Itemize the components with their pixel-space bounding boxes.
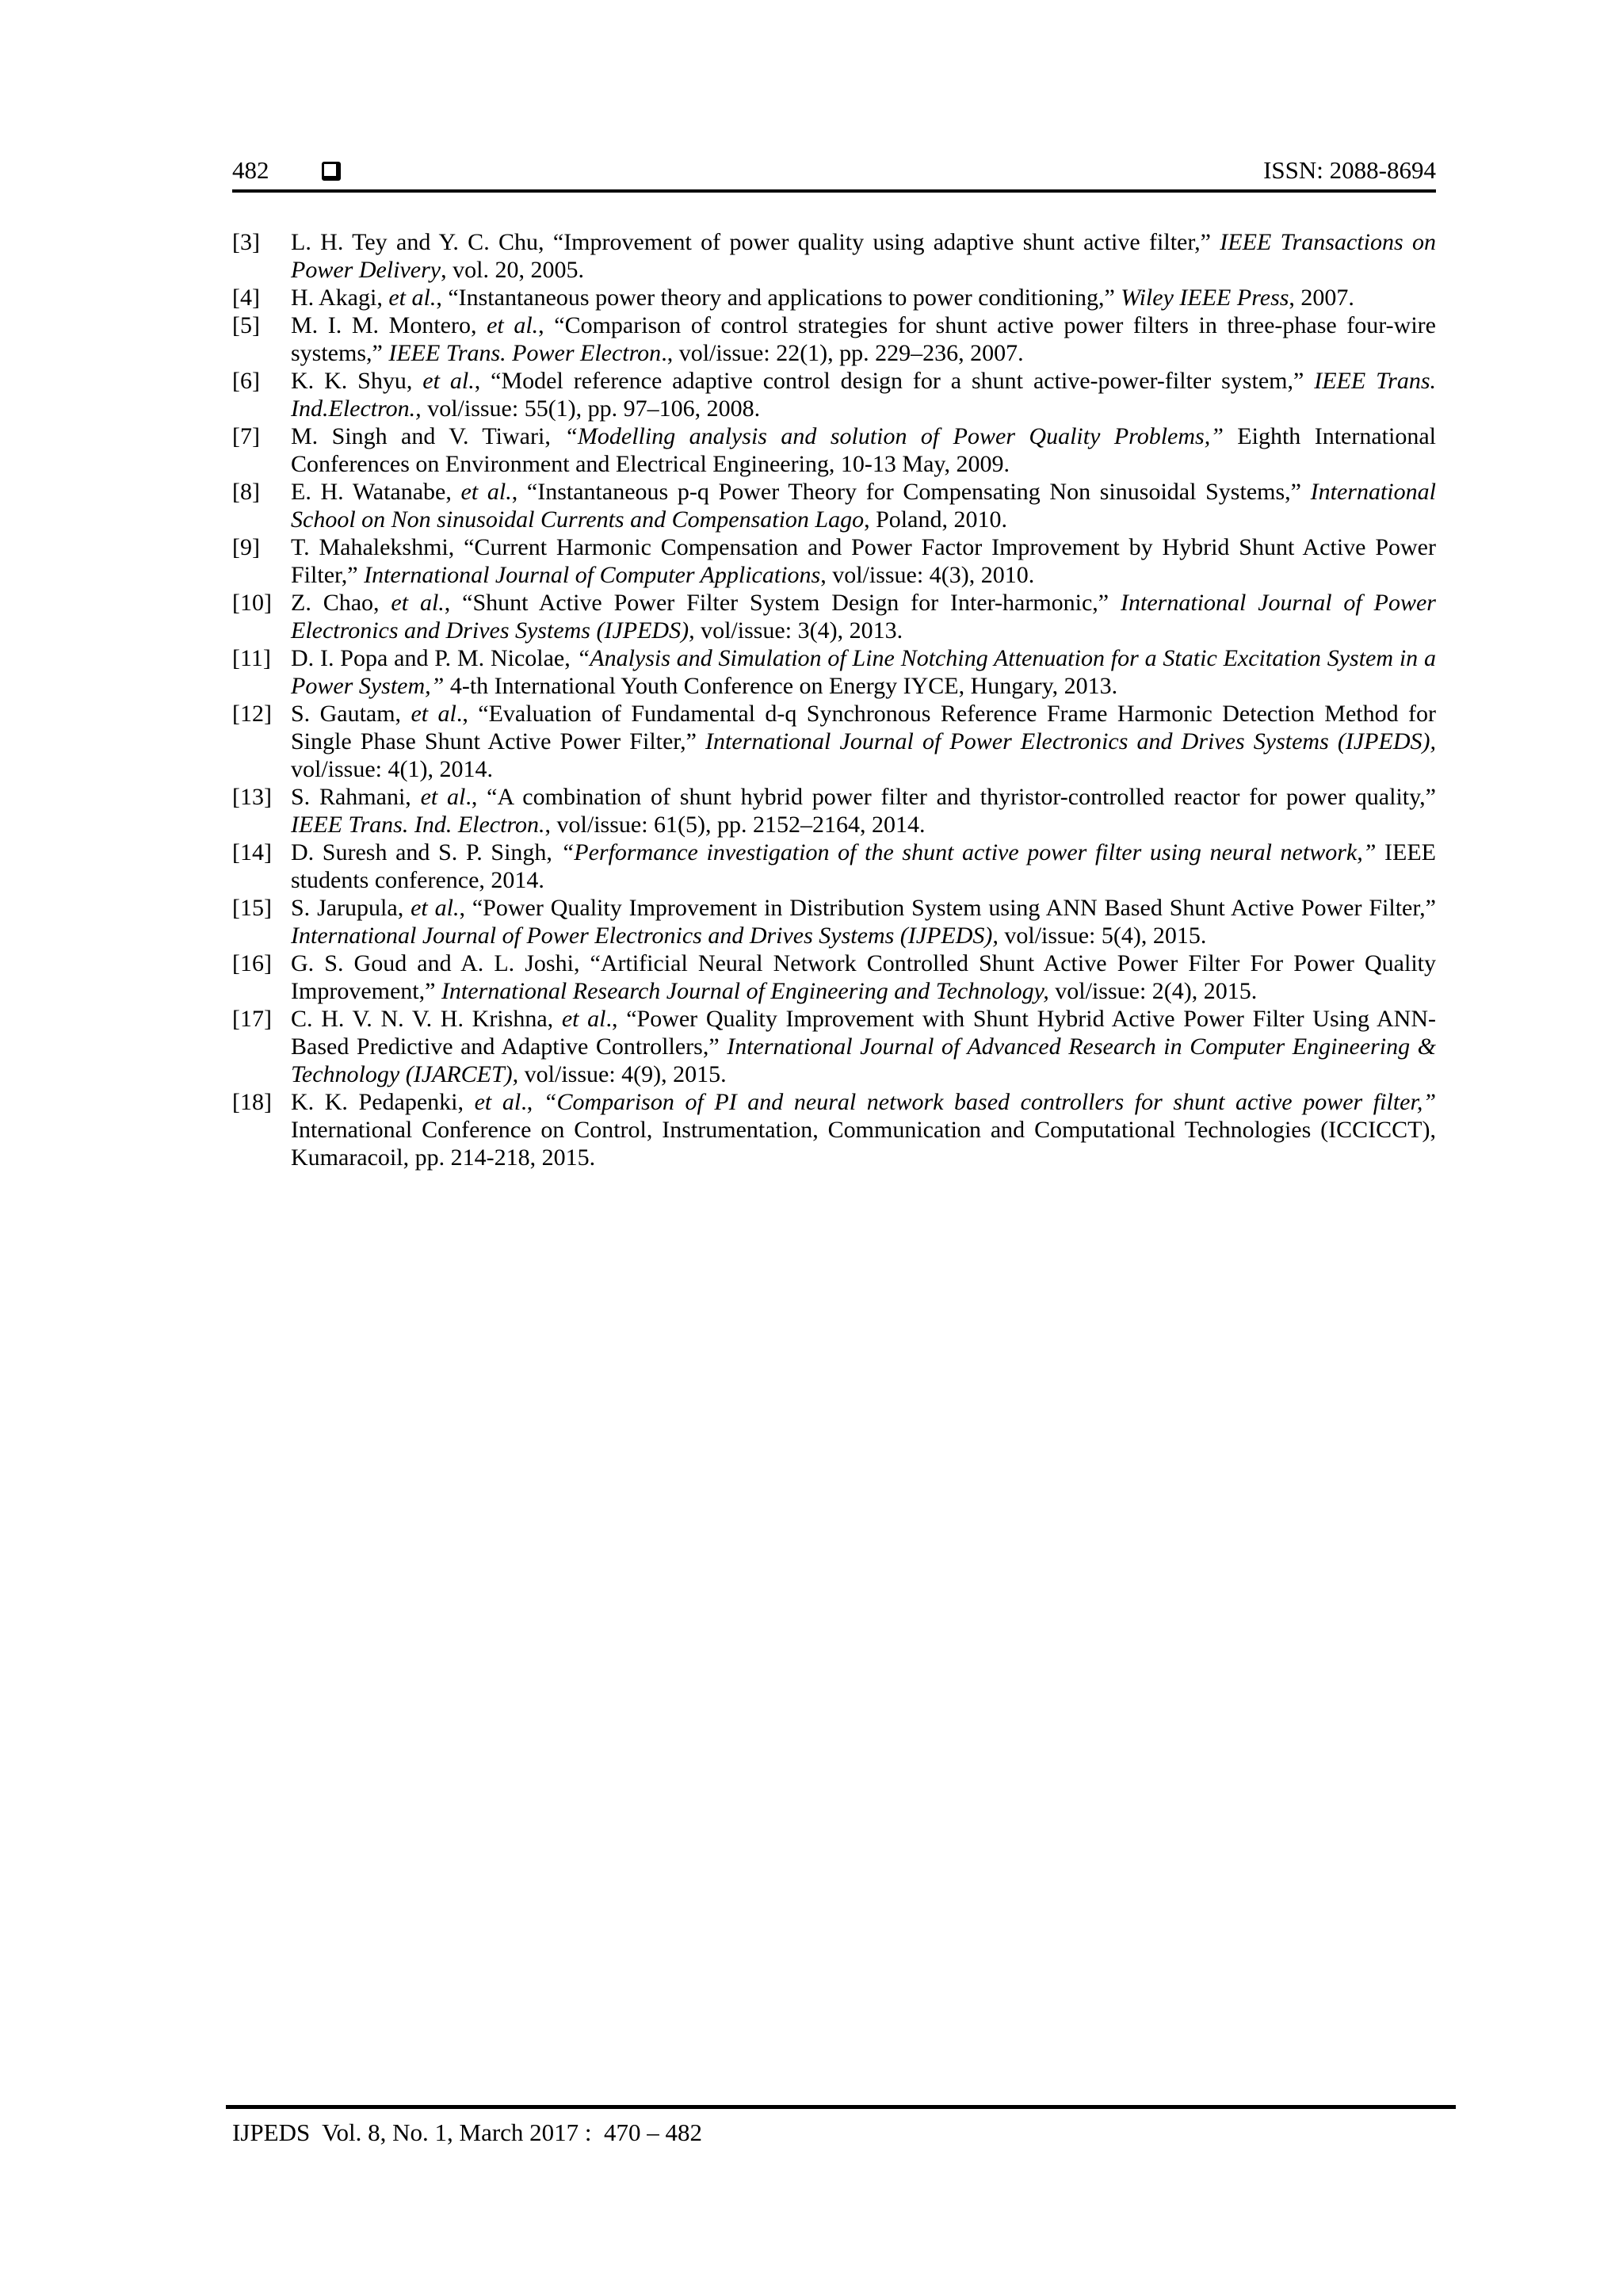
reference-text: ., <box>521 1089 544 1115</box>
reference-text: vol/issue: 3(4), 2013. <box>701 617 903 644</box>
reference-label: [5] <box>232 312 260 338</box>
header-left <box>232 156 341 184</box>
reference-text-italic: International Journal of Power Electronics and Drives Systems (IJPEDS), <box>291 923 1005 949</box>
reference-text: vol/issue: 5(4), 2015. <box>1004 923 1207 949</box>
footer-text: IJPEDS Vol. 8, No. 1, March 2017 : 470 – 482 <box>232 2118 703 2146</box>
reference-text: , “Instantaneous p-q Power Theory for Compensating Non sinusoidal Systems,” <box>511 479 1311 505</box>
reference-item <box>232 367 1436 422</box>
reference-text: S. Gautam, <box>291 701 411 727</box>
reference-label: [6] <box>232 368 260 394</box>
reference-text-italic: “Modelling analysis and solution of Power Quality Problems,” <box>564 423 1224 449</box>
reference-label: [17] <box>232 1006 272 1032</box>
page-header <box>232 156 1436 184</box>
reference-item <box>232 589 1436 644</box>
reference-label: [13] <box>232 784 272 810</box>
reference-item <box>232 700 1436 783</box>
reference-text: , Poland, 2010. <box>864 506 1007 533</box>
reference-label: [16] <box>232 950 272 976</box>
reference-text-italic: “Comparison of PI and neural network based controllers for shunt active power filter,” <box>543 1089 1436 1115</box>
reference-text-italic: et al. <box>391 590 445 616</box>
reference-text: , vol/issue: 4(3), 2010. <box>820 562 1035 588</box>
page-footer <box>226 2105 1456 2146</box>
reference-text: vol/issue: 55(1), pp. 97–106, 2008. <box>427 395 761 422</box>
reference-text: , “Comparison of control strategies for shunt active power filters in three-phase four-wire systems,” <box>291 312 1436 366</box>
reference-label: [9] <box>232 534 260 560</box>
reference-item <box>232 839 1436 894</box>
reference-label: [15] <box>232 895 272 921</box>
reference-text-italic: et al. <box>411 895 460 921</box>
reference-item <box>232 533 1436 589</box>
reference-text: vol/issue: 2(4), 2015. <box>1055 978 1258 1004</box>
reference-text-italic: et al. <box>422 368 475 394</box>
reference-text-italic: et al <box>420 784 466 810</box>
reference-text: International Conference on Control, Instrumentation, Communication and Computational Technologies (ICCICCT), Kumaracoil, pp. 214-218, 2015. <box>291 1117 1436 1171</box>
reference-text: L. H. Tey and Y. C. Chu, “Improvement of power quality using adaptive shunt active filter,” <box>291 229 1220 255</box>
reference-label: [10] <box>232 590 272 616</box>
reference-text-italic: IEEE Trans. Ind. Electron. <box>291 812 545 838</box>
reference-text: K. K. Shyu, <box>291 368 423 394</box>
reference-text: ., “Power Quality Improvement with Shunt Hybrid Active Power Filter Using ANN-Based Predictive and Adaptive Controllers,” <box>291 1006 1436 1060</box>
reference-text: T. Mahalekshmi, “Current Harmonic Compensation and Power Factor Improvement by Hybrid Shunt Active Power Filter,” <box>291 534 1436 588</box>
footer-rule <box>226 2105 1456 2109</box>
reference-text-italic: et al. <box>487 312 539 338</box>
reference-item <box>232 894 1436 949</box>
reference-item <box>232 1088 1436 1171</box>
reference-text: M. Singh and V. Tiwari, <box>291 423 565 449</box>
reference-text: S. Jarupula, <box>291 895 411 921</box>
reference-text-italic: International Journal of Advanced Research in Computer Engineering & Technology (IJARCET), <box>291 1033 1436 1087</box>
reference-text: , “Instantaneous power theory and applications to power conditioning,” <box>436 285 1121 311</box>
reference-text-italic: Wiley IEEE Press <box>1121 285 1289 311</box>
reference-text: C. H. V. N. V. H. Krishna, <box>291 1006 562 1032</box>
reference-text: vol/issue: 4(9), 2015. <box>524 1061 727 1087</box>
reference-text: vol/issue: 4(1), 2014. <box>291 756 493 782</box>
page-content <box>232 156 1436 1171</box>
reference-text: K. K. Pedapenki, <box>291 1089 475 1115</box>
reference-item <box>232 284 1436 311</box>
reference-item <box>232 478 1436 533</box>
reference-text-italic: International School on Non sinusoidal Currents and Compensation Lago <box>291 479 1436 533</box>
reference-text: , “Model reference adaptive control design for a shunt active-power-filter system,” <box>474 368 1315 394</box>
reference-item <box>232 949 1436 1005</box>
reference-text: Z. Chao, <box>291 590 391 616</box>
reference-text-italic: et al. <box>460 479 512 505</box>
reference-text-italic: et al <box>474 1089 521 1115</box>
reference-text: M. I. M. Montero, <box>291 312 487 338</box>
reference-label: [3] <box>232 229 260 255</box>
reference-item <box>232 311 1436 367</box>
reference-text: G. S. Goud and A. L. Joshi, “Artificial Neural Network Controlled Shunt Active Power Filter For Power Quality Improvement,” <box>291 950 1436 1004</box>
reference-label: [7] <box>232 423 260 449</box>
reference-text: S. Rahmani, <box>291 784 421 810</box>
reference-text: , vol. 20, 2005. <box>441 257 584 283</box>
reference-text-italic: et al <box>411 701 456 727</box>
reference-item <box>232 783 1436 839</box>
reference-text: ., “Evaluation of Fundamental d-q Synchronous Reference Frame Harmonic Detection Method for Single Phase Shunt Active Power Filter,” <box>291 701 1436 755</box>
reference-text-italic: et al. <box>388 285 437 311</box>
reference-text: Eighth International Conferences on Environment and Electrical Engineering, 10-13 May, 2009. <box>291 423 1436 477</box>
reference-item <box>232 1005 1436 1088</box>
reference-item <box>232 228 1436 284</box>
reference-text-italic: International Journal of Computer Applications <box>364 562 821 588</box>
reference-label: [11] <box>232 645 271 671</box>
reference-list <box>232 228 1436 1171</box>
reference-label: [14] <box>232 839 272 865</box>
reference-text: E. H. Watanabe, <box>291 479 461 505</box>
issn-label: ISSN: 2088-8694 <box>1263 156 1436 184</box>
reference-text-italic: IEEE Trans. Power Electron <box>388 340 662 366</box>
reference-item <box>232 422 1436 478</box>
reference-text: ., vol/issue: 22(1), pp. 229–236, 2007. <box>661 340 1024 366</box>
reference-text: IEEE students conference, 2014. <box>291 839 1436 893</box>
reference-text: , “Power Quality Improvement in Distribution System using ANN Based Shunt Active Power Filter,” <box>459 895 1436 921</box>
reference-label: [4] <box>232 285 260 311</box>
header-rule <box>232 189 1436 193</box>
reference-text-italic: et al <box>561 1006 606 1032</box>
reference-item <box>232 644 1436 700</box>
reference-text-italic: “Analysis and Simulation of Line Notching Attenuation for a Static Excitation System in a Power System,” <box>291 645 1436 699</box>
reference-text: , “Shunt Active Power Filter System Design for Inter-harmonic,” <box>444 590 1121 616</box>
reference-text: D. I. Popa and P. M. Nicolae, <box>291 645 577 671</box>
reference-text-italic: International Journal of Power Electronics and Drives Systems (IJPEDS), <box>291 590 1436 644</box>
reference-label: [12] <box>232 701 272 727</box>
reference-label: [18] <box>232 1089 272 1115</box>
reference-text-italic: IEEE Transactions on Power Delivery <box>291 229 1436 283</box>
reference-text-italic: International Journal of Power Electronics and Drives Systems (IJPEDS), <box>705 728 1436 755</box>
reference-text: 4-th International Youth Conference on Energy IYCE, Hungary, 2013. <box>444 673 1118 699</box>
reference-label: [8] <box>232 479 260 505</box>
reference-text: D. Suresh and S. P. Singh, <box>291 839 561 865</box>
reference-text: H. Akagi, <box>291 285 389 311</box>
reference-text-italic: International Research Journal of Engineering and Technology, <box>441 978 1056 1004</box>
reference-text-italic: IEEE Trans. Ind.Electron., <box>291 368 1436 422</box>
ballot-box-icon <box>322 162 341 181</box>
reference-text-italic: “Performance investigation of the shunt active power filter using neural network,” <box>560 839 1377 865</box>
reference-text: , vol/issue: 61(5), pp. 2152–2164, 2014. <box>544 812 926 838</box>
reference-text: , 2007. <box>1289 285 1354 311</box>
reference-text: ., “A combination of shunt hybrid power filter and thyristor-controlled reactor for power quality,” <box>465 784 1436 810</box>
page-number: 482 <box>232 156 269 184</box>
